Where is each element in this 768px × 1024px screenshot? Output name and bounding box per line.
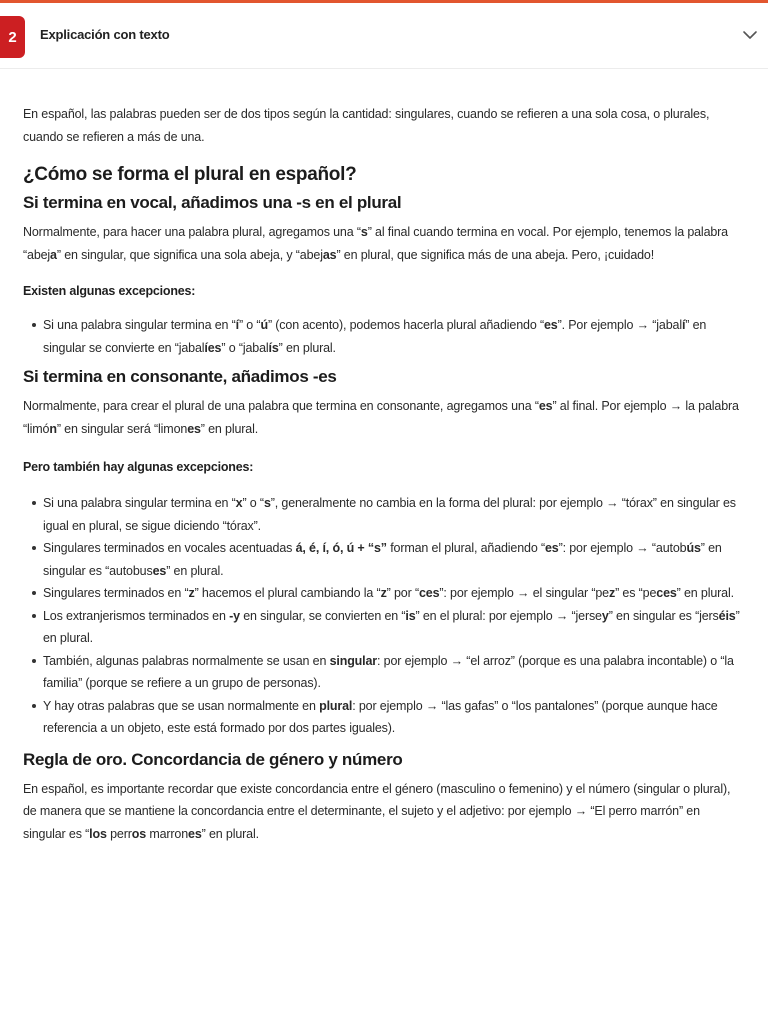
section-gold-rule-heading: Regla de oro. Concordancia de género y número [23, 749, 403, 769]
list-item: Singulares terminados en vocales acentuadas á, é, í, ó, ú + “s” forman el plural, añadiendo “es”: por ejemplo → “autobús” en singular es “autobuses” en plural. [43, 537, 743, 582]
main-heading: ¿Cómo se forma el plural en español? [23, 164, 357, 185]
section-consonant-exceptions-title: Pero también hay algunas excepciones: [23, 460, 254, 474]
list-item: Si una palabra singular termina en “í” o “ú” (con acento), podemos hacerla plural añadiendo “es”. Por ejemplo → “jabalí” en singular se convierte en “jabalíes” o “jabalís” en plural. [43, 314, 743, 359]
list-item: Y hay otras palabras que se usan normalmente en plural: por ejemplo → “las gafas” o “los pantalones” (porque aunque hace referencia a un objeto, este está formado por dos partes iguales). [43, 695, 743, 740]
section-gold-rule-paragraph: En español, es importante recordar que existe concordancia entre el género (masculino o femenino) y el número (singular o plural), de manera que se mantiene la concordancia entre el determinante, el sujeto y el adjetivo: por ejemplo → “El perro marrón” en singular es “los perros marrones” en plural. [23, 781, 731, 841]
section-vowel-heading: Si termina en vocal, añadimos una -s en el plural [23, 193, 402, 212]
section-vowel-exceptions-list [23, 314, 743, 359]
accordion-title[interactable]: Explicación con texto [40, 27, 170, 42]
step-badge: 2 [0, 16, 25, 58]
section-vowel-exceptions-title: Existen algunas excepciones: [23, 284, 196, 298]
section-consonant-exceptions-list [23, 492, 743, 740]
chevron-down-icon[interactable] [740, 25, 760, 45]
section-consonant-heading: Si termina en consonante, añadimos -es [23, 367, 337, 386]
accordion-header[interactable] [0, 3, 768, 69]
section-consonant-paragraph: Normalmente, para crear el plural de una palabra que termina en consonante, agregamos una “es” al final. Por ejemplo → la palabra “limón” en singular será “limones” en plural. [23, 399, 739, 436]
list-item: Los extranjerismos terminados en -y en singular, se convierten en “is” en el plural: por ejemplo → “jersey” en singular es “jerséis” en plural. [43, 605, 743, 650]
section-vowel-paragraph: Normalmente, para hacer una palabra plural, agregamos una “s” al final cuando termina en vocal. Por ejemplo, tenemos la palabra “abeja” en singular, que significa una sola abeja, y “abejas” en plural, que significa más de una abeja. Pero, ¡cuidado! [23, 225, 728, 262]
list-item: Si una palabra singular termina en “x” o “s”, generalmente no cambia en la forma del plural: por ejemplo → “tórax” en singular es igual en plural, se sigue diciendo “tórax”. [43, 492, 743, 537]
intro-paragraph: En español, las palabras pueden ser de dos tipos según la cantidad: singulares, cuando se refieren a una sola cosa, o plurales, cuando se refieren a más de una. [23, 107, 710, 144]
content-area [23, 103, 743, 845]
list-item: Singulares terminados en “z” hacemos el plural cambiando la “z” por “ces”: por ejemplo → el singular “pez” es “peces” en plural. [43, 582, 743, 605]
list-item: También, algunas palabras normalmente se usan en singular: por ejemplo → “el arroz” (porque es una palabra incontable) o “la familia” (porque se refiere a un grupo de personas). [43, 650, 743, 695]
